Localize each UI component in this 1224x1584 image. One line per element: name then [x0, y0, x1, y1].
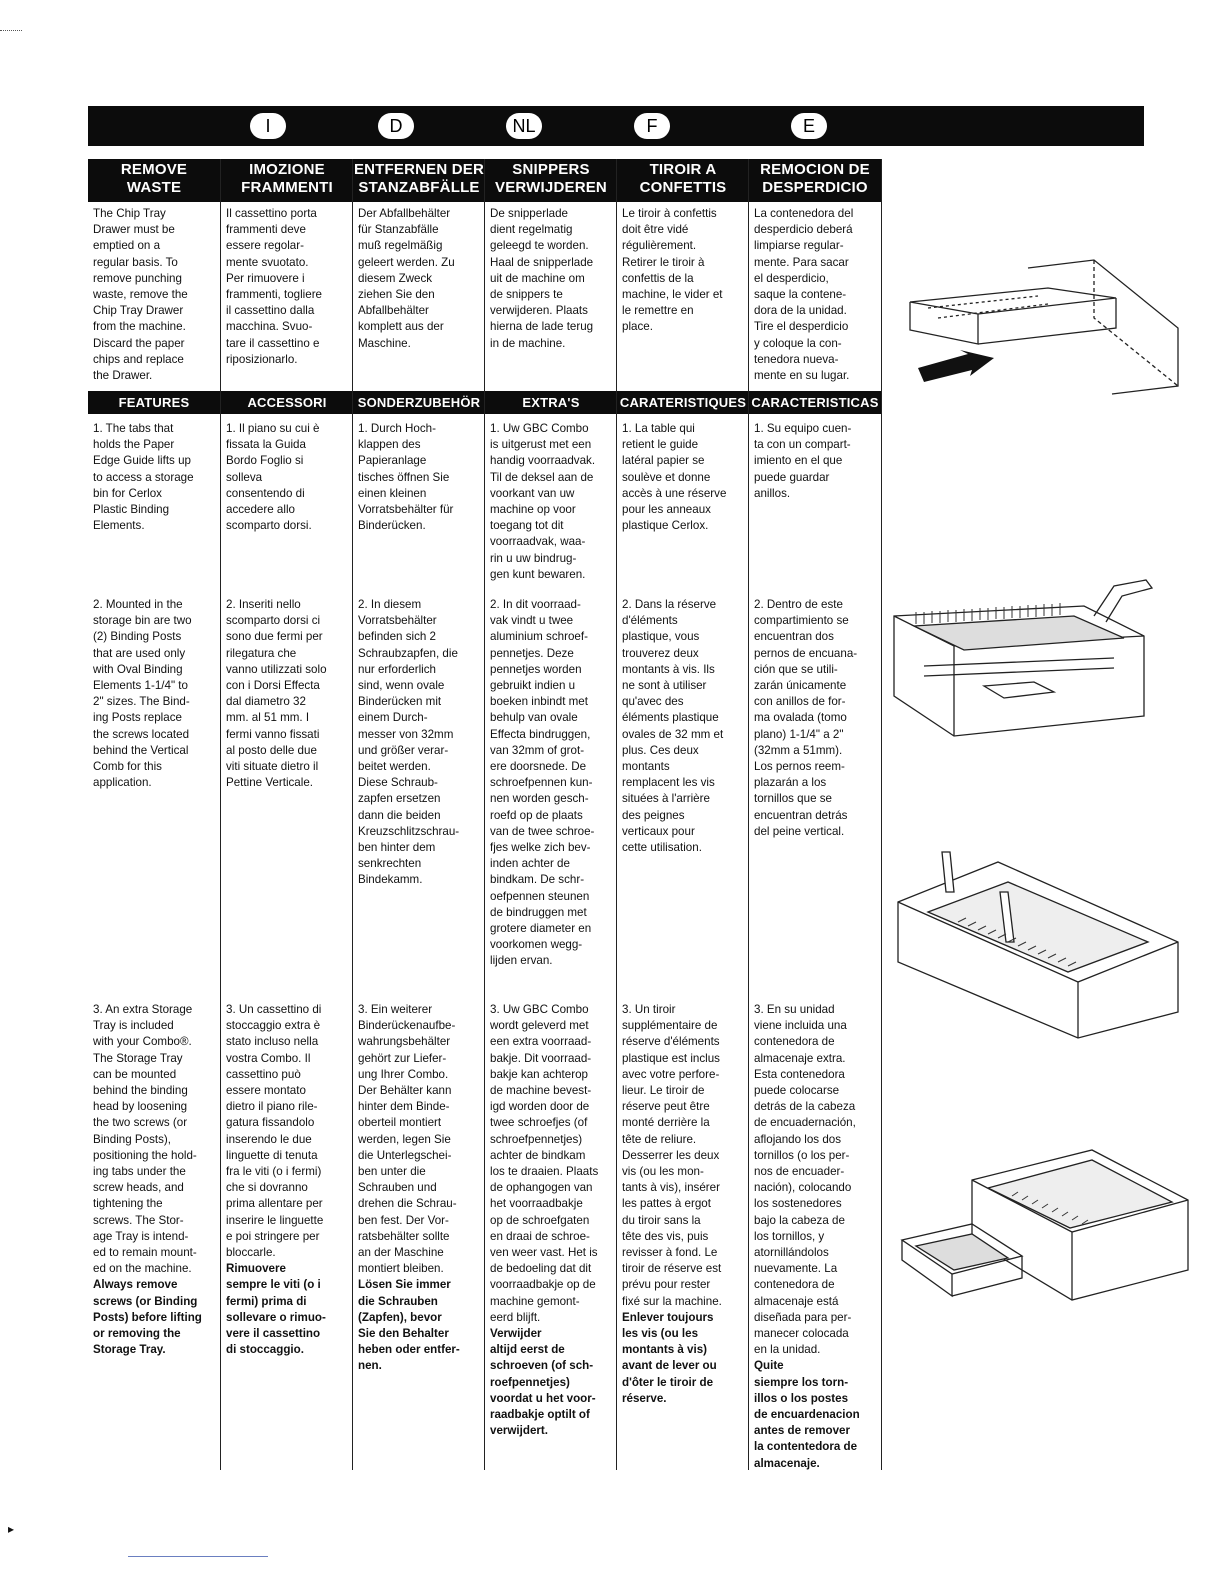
chip-tray-drawer-illustration	[898, 258, 1204, 408]
binding-posts-illustration	[888, 842, 1188, 1042]
storage-tray-illustration	[892, 1140, 1192, 1350]
remove-waste-text-en: The Chip Tray Drawer must be emptied on a regular basis. To remove punching waste, remove the Chip Tray Drawer from the machine. Discard the paper chips and replace the Drawer.	[93, 207, 188, 383]
feature-3-warning-de: Lösen Sie immer die Schrauben (Zapfen), bevor Sie den Behalter heben oder entfer- nen.	[358, 1278, 460, 1373]
feature-3-warning-nl: Verwijder altijd eerst de schroeven (of sch- roefpennetjes) voordat u het voor- raadbakje optilt of verwijdert.	[490, 1327, 596, 1438]
feature-3-it	[226, 1002, 350, 1358]
feature-3-warning-en: Always remove screws (or Binding Posts) before lifting or removing the Storage Tray.	[93, 1278, 202, 1357]
header-features-nl: EXTRA'S	[485, 391, 617, 414]
feature-3-text-it: 3. Un cassettino di stoccaggio extra è stato incluso nella vostra Combo. Il cassettino può essere montato dietro il piano rile- gatura fissandolo inserendo le due linguette di tenuta fra le viti (o i fermi) che si dovranno prima allentare per inserire le linguette e poi stringere per bloccarle.	[226, 1003, 324, 1260]
feature-3-warning-es: Quite siempre los torn- illos o los postes de encuardenacion antes de remover la contentedora de almacenaje.	[754, 1359, 860, 1470]
remove-waste-text-de: Der Abfallbehälter für Stanzabfälle muß regelmäßig geleert werden. Zu diesem Zweck ziehen Sie den Abfallbehälter komplett aus der Maschine.	[358, 207, 455, 350]
scan-corner-mark	[0, 30, 22, 31]
feature-3-text-fr: 3. Un tiroir supplémentaire de réserve d'éléments plastique est inclus avec votre perfore- lieur. Le tiroir de réserve peut être monté derrière la tête de reliure. Desserrer les deux vis (ou les mon- tants à vis), insérer les pattes à ergot du tiroir sans la tête des vis, puis revisser à fond. Le tiroir de réserve est prévu pour rester fixé sur la machine.	[622, 1003, 722, 1308]
feature-3-text-en: 3. An extra Storage Tray is included with your Combo®. The Storage Tray can be mounted behind the binding head by loosening the two screws (or Binding Posts), positioning the hold- ing tabs under the screw heads, and tightening the screws. The Stor- age Tray is intend- ed to remain mount- ed on the machine.	[93, 1003, 197, 1276]
lang-badge-de: D	[378, 113, 414, 139]
feature-3-warning-it: Rimuovere sempre le viti (o i fermi) prima di sollevare o rimuo- vere il cassettino di stoccaggio.	[226, 1262, 326, 1357]
lang-badge-nl: NL	[506, 113, 542, 139]
column-it	[220, 159, 353, 1470]
feature-3-text-es: 3. En su unidad viene incluida una contenedora de almacenaje extra. Esta contenedora puede colocarse detrás de la cabeza de encuadernación, aflojando los dos tornillos (o los per- nos de encuader- nación), colocando los sostenedores bajo la cabeza de los tornillos, y atornillándolos nuevamente. La contenedora de almacenaje está diseñada para per- manecer colocada en la unidad.	[754, 1003, 856, 1357]
arrow-mark-icon: ▸	[8, 1522, 15, 1536]
feature-3-en	[93, 1002, 217, 1358]
feature-1-fr: 1. La table qui retient le guide latéral papier se soulève et donne accès à une réserve pour les anneaux plastique Cerlox.	[622, 422, 727, 533]
header-features-es: CARACTERISTICAS	[749, 391, 881, 414]
feature-3-nl	[490, 1002, 614, 1439]
feature-2-es: 2. Dentro de este compartimiento se encuentran dos pernos de encuana- ción que se utili- zarán únicamente con anillos de for- ma ovalada (tomo plano) 1-1/4" a 2" (32mm a 51mm). Los pernos reem- plazarán a los tornillos que se encuentran detrás del peine vertical.	[754, 598, 858, 838]
remove-waste-text-es: La contenedora del desperdicio deberá limpiarse regular- mente. Para sacar el desperdicio, saque la contene- dora de la unidad. Tire el desperdicio y coloque la con- tenedora nueva- mente en su lugar.	[754, 207, 854, 383]
footer-rule	[128, 1556, 268, 1557]
feature-1-nl: 1. Uw GBC Combo is uitgerust met een handig voorraadvak. Til de deksel aan de voorkant van uw machine op voor toegang tot dit voorraadvak, waa- rin u uw bindrug- gen kunt bewaren.	[490, 422, 596, 581]
header-features-en: FEATURES	[88, 391, 220, 414]
header-remove-waste-it: IMOZIONE FRAMMENTI	[221, 159, 353, 202]
feature-2-de: 2. In diesem Vorratsbehälter befinden sich 2 Schraubzapfen, die nur erforderlich sind, wenn ovale Binderücken mit einem Durch- messer von 32mm und größer verar- beitet werden. Diese Schraub- zapfen ersetzen dann die beiden Kreuzschlitzschrau- ben hinter dem senkrechten Bindekamm.	[358, 598, 460, 887]
feature-1-es: 1. Su equipo cuen- ta con un compart- imiento en el que puede guardar anillos.	[754, 422, 852, 500]
header-remove-waste-fr: TIROIR A CONFETTIS	[617, 159, 749, 202]
column-nl	[484, 159, 617, 1470]
feature-2-nl: 2. In dit voorraad- vak vindt u twee aluminium schroef- pennetjes. Deze pennetjes worden gebruikt indien u boeken inbindt met behulp van ovale Effecta bindruggen, van 32mm of grot- ere doorsnede. De schroefpennen kun- nen worden gesch- roefd op de plaats van de twee schroe- fjes welke zich bev- inden achter de bindkam. De schr- oefpennen steunen de bindruggen met grotere diameter en voorkomen wegg- lijden ervan.	[490, 598, 595, 968]
remove-waste-text-nl: De snipperlade dient regelmatig geleegd te worden. Haal de snipperlade uit de machine om de snippers te verwijderen. Plaats hierna de lade terug in de machine.	[490, 207, 594, 350]
feature-2-en: 2. Mounted in the storage bin are two (2) Binding Posts that are used only with Oval Binding Elements 1-1/4" to 2" sizes. The Bind- ing Posts replace the screws located behind the Vertical Comb for this application.	[93, 598, 192, 790]
lang-badge-es: E	[791, 113, 827, 139]
remove-waste-text-it: Il cassettino porta frammenti deve essere regolar- mente svuotato. Per rimuovere i frammenti, togliere il cassettino dalla macchina. Svuo- tare il cassettino e riposizionarlo.	[226, 207, 323, 366]
language-bar	[88, 106, 1144, 146]
feature-3-text-de: 3. Ein weiterer Binderückenaufbe- wahrungsbehälter gehört zur Liefer- ung Ihrer Combo. Der Behälter kann hinter dem Binde- oberteil montiert werden, legen Sie die Unterlegschei- ben unter die Schrauben und drehen die Schrau- ben fest. Der Vor- ratsbehälter sollte an der Maschine montiert bleiben.	[358, 1003, 457, 1276]
lang-badge-it: I	[250, 113, 286, 139]
feature-3-de	[358, 1002, 482, 1375]
feature-1-en: 1. The tabs that holds the Paper Edge Guide lifts up to access a storage bin for Cerlox Plastic Binding Elements.	[93, 422, 194, 533]
header-features-it: ACCESSORI	[221, 391, 353, 414]
column-en	[88, 159, 220, 1470]
feature-3-fr	[622, 1002, 746, 1407]
remove-waste-text-fr: Le tiroir à confettis doit être vidé régulièrement. Retirer le tiroir à confettis de la machine, le vider et le remettre en place.	[622, 207, 723, 334]
header-remove-waste-es: REMOCION DE DESPERDICIO	[749, 159, 881, 202]
column-es	[748, 159, 882, 1470]
binding-machine-illustration	[884, 566, 1184, 756]
lang-badge-fr: F	[634, 113, 670, 139]
feature-1-it: 1. Il piano su cui è fissata la Guida Bordo Foglio si solleva consentendo di accedere allo scomparto dorsi.	[226, 422, 320, 533]
feature-3-text-nl: 3. Uw GBC Combo wordt geleverd met een extra voorraad- bakje. Dit voorraad- bakje kan achterop de machine bevest- igd worden door de twee schroefjes (of schroefpennetjes) achter de bindkam los te draaien. Plaats de ophangogen van het voorraadbakje op de schroefgaten en draai de schroe- ven weer vast. Het is de bedoeling dat dit voorraadbakje op de machine gemont- eerd blijft.	[490, 1003, 599, 1324]
feature-2-it: 2. Inseriti nello scomparto dorsi ci sono due fermi per rilegatura che vanno utilizzati solo con i Dorsi Effecta dal diametro 32 mm. al 51 mm. I fermi vanno fissati al posto delle due viti situate dietro il Pettine Verticale.	[226, 598, 327, 790]
column-fr	[616, 159, 749, 1470]
header-features-fr: CARATERISTIQUES	[617, 391, 749, 414]
feature-3-warning-fr: Enlever toujours les vis (ou les montants à vis) avant de lever ou d'ôter le tiroir de réserve.	[622, 1310, 717, 1405]
header-features-de: SONDERZUBEHÖR	[353, 391, 485, 414]
header-remove-waste-en: REMOVE WASTE	[88, 159, 220, 202]
feature-2-fr: 2. Dans la réserve d'éléments plastique, vous trouverez deux montants à vis. Ils ne sont à utiliser qu'avec des éléments plastique ovales de 32 mm et plus. Ces deux montants remplacent les vis situées à l'arrière des peignes verticaux pour cette utilisation.	[622, 598, 724, 855]
header-remove-waste-nl: SNIPPERS VERWIJDEREN	[485, 159, 617, 202]
header-remove-waste-de: ENTFERNEN DER STANZABFÄLLE	[353, 159, 485, 202]
feature-1-de: 1. Durch Hoch- klappen des Papieranlage tisches öffnen Sie einen kleinen Vorratsbehälter für Binderücken.	[358, 422, 454, 533]
instruction-table	[88, 159, 880, 1470]
column-de	[352, 159, 485, 1470]
feature-3-es	[754, 1002, 878, 1472]
